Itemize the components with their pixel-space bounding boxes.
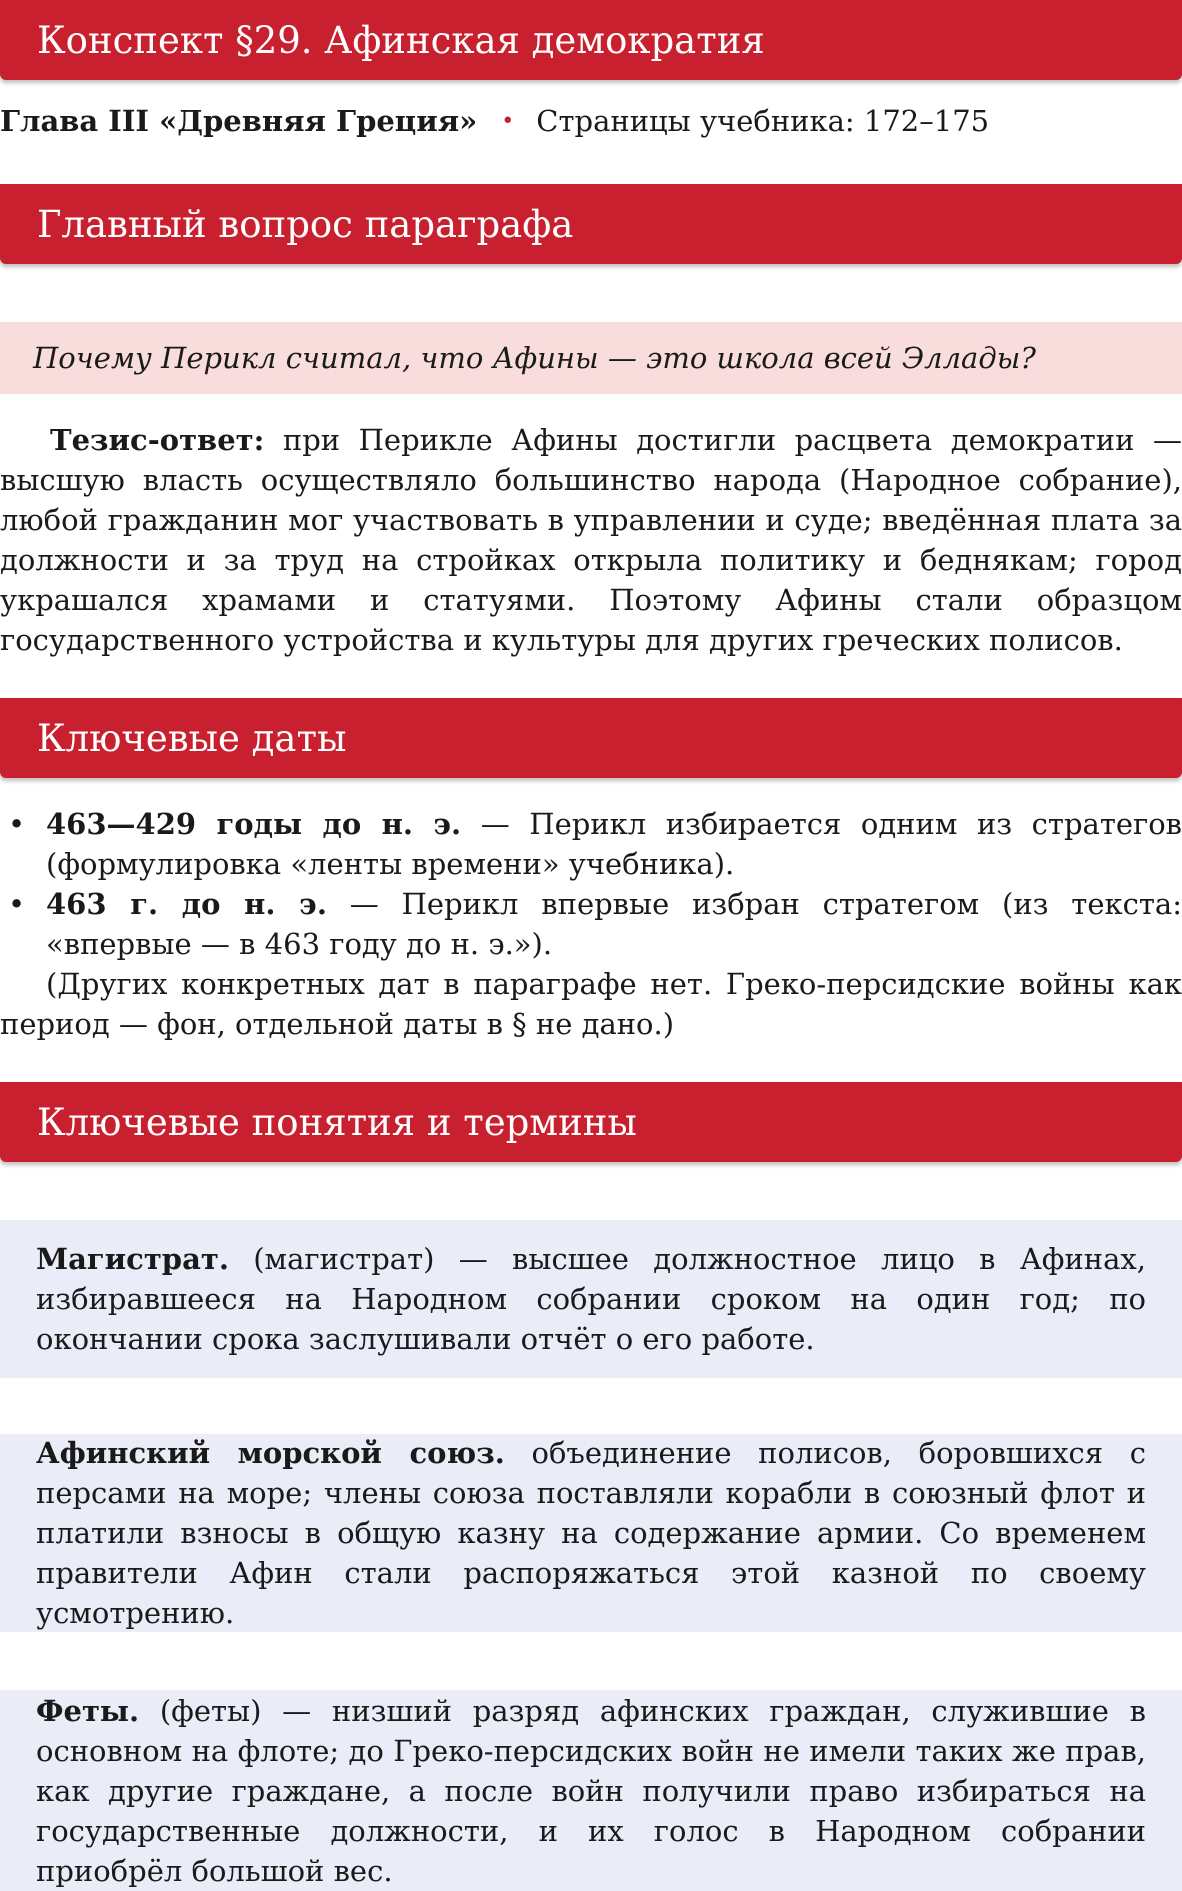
bullet-icon: • (8, 887, 26, 921)
key-dates-list (0, 804, 1182, 1044)
term-text: (магистрат) — высшее должностное лицо в Афинах, избиравшееся на Народном собрании сроком на один год; по окончании срока заслушивали отчёт о его работе. (36, 1242, 1146, 1356)
thesis-paragraph (0, 420, 1182, 660)
date-text: — Перикл избирается одним из стратегов (формулировка «ленты времени» учебника). (46, 807, 1182, 881)
main-question-text: Почему Перикл считал, что Афины — это школа всей Эллады? (33, 341, 1036, 375)
section-header-key-terms (0, 1082, 1182, 1162)
term-text: объединение полисов, боровшихся с персами на море; члены союза поставляли корабли в союзный флот и платили взносы в общую казну на содержание армии. Со временем правители Афин стали распоряжаться этой казной по своему усмотрению. (36, 1436, 1146, 1630)
main-question-box (0, 322, 1182, 394)
page-title: Конспект §29. Афинская демократия (37, 18, 765, 62)
page-title-banner (0, 0, 1182, 80)
term-label: Афинский морской союз. (36, 1436, 505, 1470)
term-label: Феты. (36, 1693, 140, 1728)
thesis-text: при Перикле Афины достигли расцвета демократии — высшую власть осуществляло большинство народа (Народное собрание), любой гражданин мог участвовать в управлении и суде; введённая плата за должности и за труд на стройках открыла политику и беднякам; город украшался храмами и статуями. Поэтому Афины стали образцом государственного устройства и культуры для других греческих полисов. (0, 423, 1182, 657)
section-title: Ключевые понятия и термины (37, 1100, 637, 1144)
term-card (0, 1220, 1182, 1378)
section-header-main-question (0, 184, 1182, 264)
date-label: 463—429 годы до н. э. (46, 807, 462, 841)
chapter-meta (0, 104, 989, 138)
section-title: Главный вопрос параграфа (37, 202, 574, 246)
chapter-label: Глава III «Древняя Греция» (0, 104, 478, 138)
thesis-label: Тезис-ответ: (50, 423, 265, 457)
date-text: — Перикл впервые избран стратегом (из текста: «впервые — в 463 году до н. э.»). (46, 887, 1182, 961)
list-item (0, 804, 1182, 884)
term-text: (феты) — низший разряд афинских граждан, служившие в основном на флоте; до Греко-персидских войн не имели таких же прав, как другие граждане, а после войн получили право избираться на государственные должности, и их голос в Народном собрании приобрёл большой вес. (36, 1693, 1146, 1888)
section-header-key-dates (0, 698, 1182, 778)
meta-bullet-icon: • (501, 109, 515, 134)
term-card (0, 1690, 1182, 1891)
pages-label: Страницы учебника: 172–175 (536, 104, 990, 138)
list-item (0, 884, 1182, 964)
term-label: Магистрат. (36, 1242, 229, 1276)
term-card (0, 1434, 1182, 1632)
date-label: 463 г. до н. э. (46, 887, 327, 921)
bullet-icon: • (8, 807, 26, 841)
dates-note: (Других конкретных дат в параграфе нет. Греко-персидские войны как период — фон, отдельной даты в § не дано.) (0, 967, 1182, 1041)
section-title: Ключевые даты (37, 716, 347, 760)
